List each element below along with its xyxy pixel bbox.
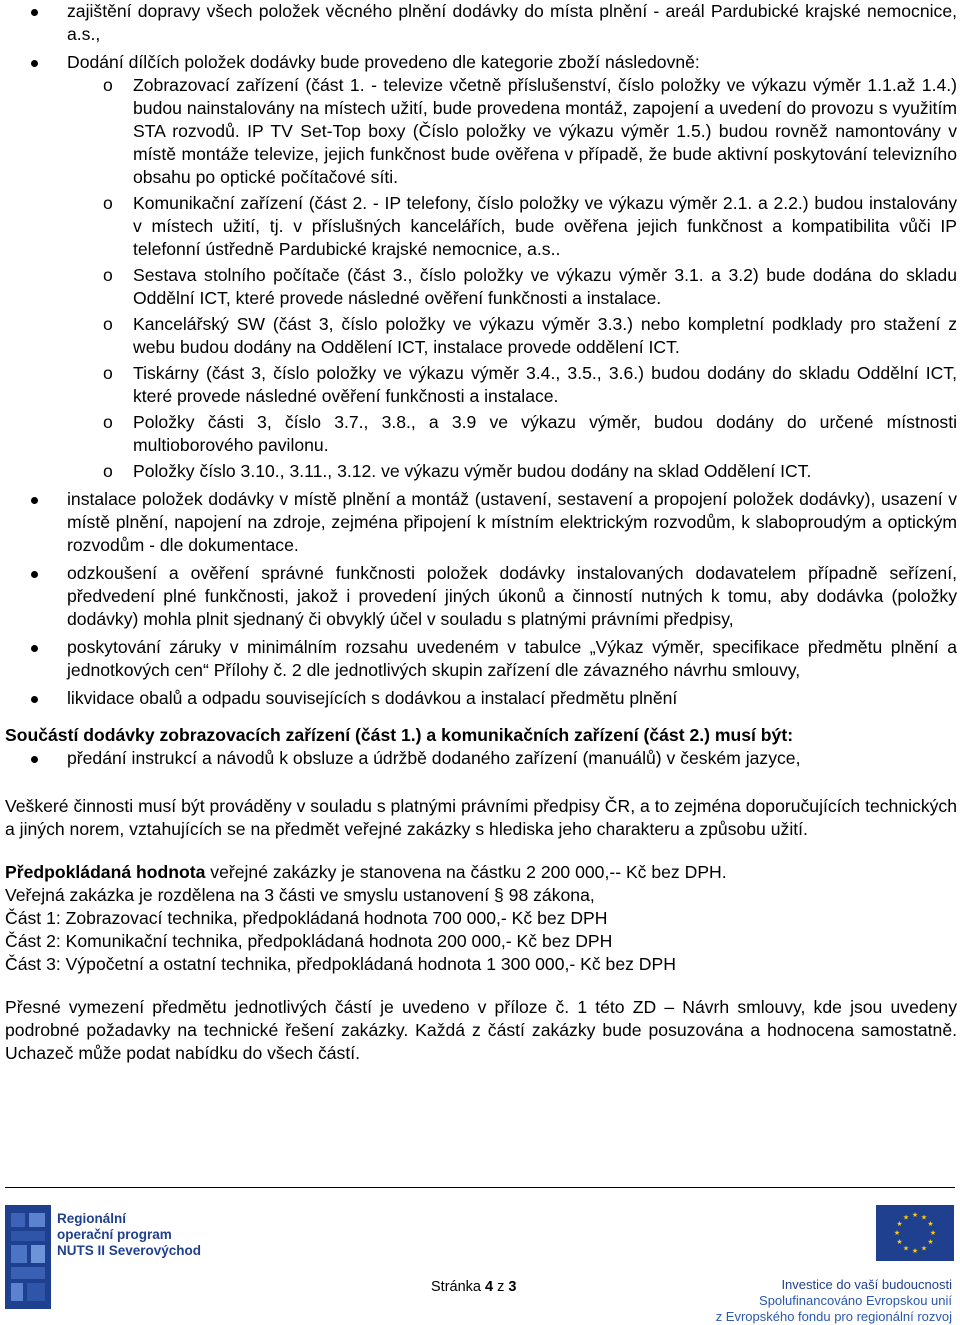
footer-divider xyxy=(5,1187,955,1188)
circle-bullet-icon: o xyxy=(103,193,113,213)
list-item: odzkoušení a ověření správné funkčnosti položek dodávky instalovaných dodavatelem případně seřízení, předvedení plné funkčnosti, jakož i provedení jiných úkonů a činností nutných k tomu, aby dodávka (položky dodávky) mohla plnit sjednaný či obvyklý účel v souladu s platnými právními předpisy, xyxy=(5,562,957,631)
circle-bullet-icon: o xyxy=(103,363,113,383)
svg-text:★: ★ xyxy=(927,1238,934,1246)
rop-logo-graphic xyxy=(5,1205,51,1309)
circle-bullet-icon: o xyxy=(103,314,113,334)
sublist-item: o Položky číslo 3.10., 3.11., 3.12. ve výkazu výměr budou dodány na sklad Oddělení ICT. xyxy=(103,461,812,481)
value-line: Veřejná zakázka je rozdělena na 3 části ve smyslu ustanovení § 98 zákona, xyxy=(5,885,595,905)
rop-logo-text: Regionální operační program NUTS II Severovýchod xyxy=(57,1211,202,1258)
estimated-value-line: Předpokládaná hodnota veřejné zakázky je stanovena na částku 2 200 000,-- Kč bez DPH. xyxy=(5,862,727,882)
svg-text:★: ★ xyxy=(896,1220,903,1228)
value-line: Část 1: Zobrazovací technika, předpokládaná hodnota 700 000,- Kč bez DPH xyxy=(5,908,608,928)
bullet-icon xyxy=(31,571,38,578)
list-item: předání instrukcí a návodů k obsluze a údržbě dodaného zařízení (manuálů) v českém jazyce, xyxy=(5,747,957,770)
page-footer xyxy=(0,1203,960,1324)
rop-logo-icon xyxy=(5,1205,51,1309)
list-item: instalace položek dodávky v místě plnění a montáž (ustavení, sestavení a propojení položek dodávky), usazení v místě plnění, napojení na zdroje, zejména připojení k místním elektrickým rozvodům, k slaboproudým a optickým rozvodům - dle dokumentace. xyxy=(5,488,957,557)
eu-flag-graphic xyxy=(876,1205,954,1261)
eu-funding-text: Investice do vaší budoucnosti Spolufinancováno Evropskou unií z Evropského fondu pro regionální rozvoj xyxy=(715,1277,952,1324)
activities-paragraph: Veškeré činnosti musí být prováděny v souladu s platnými právními předpisy ČR, a to zejména doporučujících technických a jiných norem, vztahujících se na předmět veřejné zakázky s hlediska jeho charakteru a způsobu užití. xyxy=(5,796,957,839)
circle-bullet-icon: o xyxy=(103,461,113,481)
sublist-item: o Sestava stolního počítače (část 3., číslo položky ve výkazu výměr 3.1. a 3.2) bude dodána do skladu Oddělní ICT, které provede následné ověření funkčnosti a instalace. xyxy=(103,265,957,308)
svg-text:★: ★ xyxy=(893,1229,901,1237)
page-number: Stránka 4 z 3 xyxy=(431,1279,517,1295)
section-title: Součástí dodávky zobrazovacích zařízení (část 1.) a komunikačních zařízení (část 2.) musí být: xyxy=(5,725,794,745)
list-item: poskytování záruky v minimálním rozsahu uvedeném v tabulce „Výkaz výměr, specifikace předmětu plnění a jednotkových cen“ Přílohy č. 2 dle jednotlivých skupin zařízení dle závazného návrhu smlouvy, xyxy=(5,636,957,682)
svg-text:★: ★ xyxy=(911,1247,919,1255)
sublist-item: o Zobrazovací zařízení (část 1. - televize včetně příslušenství, číslo položky ve výkazu výměr 1.1.až 1.4.) budou nainstalovány na místech užití, bude provedena montáž, zapojení a uvedení do provozu s využitím STA rozvodů. IP TV Set-Top boxy (Číslo položky ve výkazu výměr 1.5.) budou rovněž namontovány v místě montáže televize, jejich funkčnost bude ověřena v případě, že bude aktivní poskytování televizního obsahu po optické počítačové síti. xyxy=(103,75,957,187)
value-line: Část 2: Komunikační technika, předpokládaná hodnota 200 000,- Kč bez DPH xyxy=(5,931,613,951)
sublist-item: o Položky části 3, číslo 3.7., 3.8., a 3.9 ve výkazu výměr, budou dodány do určené místnosti multioborového pavilonu. xyxy=(103,412,957,455)
svg-text:★: ★ xyxy=(902,1244,910,1253)
final-paragraph: Přesné vymezení předmětu jednotlivých částí je uvedeno v příloze č. 1 této ZD – Návrh smlouvy, kde jsou uvedeny podrobné požadavky na technické řešení zakázky. Každá z částí zakázky bude posuzována a hodnocena samostatně. Uchazeč může podat nabídku do všech částí. xyxy=(5,997,957,1063)
deliverables-list xyxy=(5,0,957,710)
bullet-icon xyxy=(31,645,38,652)
section-list xyxy=(5,747,957,770)
bullet-icon xyxy=(31,497,38,504)
sublist-item: o Komunikační zařízení (část 2. - IP telefony, číslo položky ve výkazu výměr 2.1. a 2.2.) budou instalovány v místech užití, tj. v příslušných kancelářích, bude ověřena jejich funkčnost a kompatibilita vůči IP telefonní ústředně Pardubické krajské nemocnice, a.s.. xyxy=(103,193,957,259)
svg-text:★: ★ xyxy=(920,1213,928,1222)
value-line: Část 3: Výpočetní a ostatní technika, předpokládaná hodnota 1 300 000,- Kč bez DPH xyxy=(5,954,676,974)
svg-text:★: ★ xyxy=(896,1238,903,1246)
svg-text:★: ★ xyxy=(902,1213,910,1222)
eu-flag-icon xyxy=(876,1205,954,1261)
circle-bullet-icon: o xyxy=(103,412,113,432)
sublist-item: o Kancelářský SW (část 3, číslo položky ve výkazu výměr 3.3.) nebo kompletní podklady pro stažení z webu budou dodány na Oddělení ICT, instalace provede oddělení ICT. xyxy=(103,314,957,357)
list-item: zajištění dopravy všech položek věcného plnění dodávky do místa plnění - areál Pardubické krajské nemocnice, a.s., xyxy=(5,0,957,46)
estimated-value-label: Předpokládaná hodnota xyxy=(5,862,206,882)
bullet-icon xyxy=(31,9,38,16)
circle-bullet-icon: o xyxy=(103,75,113,95)
svg-text:★: ★ xyxy=(920,1244,928,1253)
document-body xyxy=(5,0,957,1065)
bullet-icon xyxy=(31,60,38,67)
bullet-icon xyxy=(31,696,38,703)
svg-text:★: ★ xyxy=(929,1229,937,1237)
bullet-icon xyxy=(31,756,38,763)
svg-text:★: ★ xyxy=(911,1211,919,1219)
list-item: likvidace obalů a odpadu souvisejících s dodávkou a instalací předmětu plnění xyxy=(5,687,957,710)
circle-bullet-icon: o xyxy=(103,265,113,285)
svg-text:★: ★ xyxy=(927,1220,934,1228)
sublist-item: o Tiskárny (část 3, číslo položky ve výkazu výměr 3.4., 3.5., 3.6.) budou dodány do skladu Oddělní ICT, které provede následné ověření funkčnosti a instalace. xyxy=(103,363,957,406)
list-item: Dodání dílčích položek dodávky bude provedeno dle kategorie zboží následovně: o Zobrazovací zařízení (část 1. - televize včetně příslušenství, číslo položky ve výkazu výměr 1.1.až 1.4.) budou nainstalovány na místech užití, bude provedena montáž, zapojení a uvedení do provozu s využitím STA rozvodů. IP TV Set-Top boxy (Číslo položky ve výkazu výměr 1.5.) budou rovněž namontovány v místě montáže televize, jejich funkčnost bude ověřena v případě, že bude aktivní poskytování televizního obsahu po optické počítačové síti. o Komunikační zařízení (část 2. - IP telefony, číslo položky ve výkazu výměr 2.1. a 2.2.) budou instalovány v místech užití, tj. v příslušných kancelářích, bude ověřena jejich funkčnost a kompatibilita vůči IP telefonní ústředně Pardubické krajské nemocnice, a.s.. o Sestava stolního počítače (část 3., číslo položky ve výkazu výměr 3.1. a 3.2) bude dodána do skladu Oddělní ICT, které provede následné ověření funkčnosti a instalace. o Kancelářský SW (část 3, číslo položky ve výkazu výměr 3.3.) nebo kompletní podklady pro stažení z webu budou dodány na Oddělení ICT, instalace provede oddělení ICT. o Tiskárny (část 3, číslo položky ve výkazu výměr 3.4., 3.5., 3.6.) budou dodány do skladu Oddělní ICT, které provede následné ověření funkčnosti a instalace. o Položky části 3, číslo 3.7., 3.8., a 3.9 ve výkazu výměr, budou dodány do určené místnosti multioborového pavilonu. o Položky číslo 3.10., 3.11., 3.12. ve výkazu výměr budou dodány na sklad Oddělení ICT. xyxy=(5,51,957,483)
category-sublist xyxy=(5,74,957,483)
